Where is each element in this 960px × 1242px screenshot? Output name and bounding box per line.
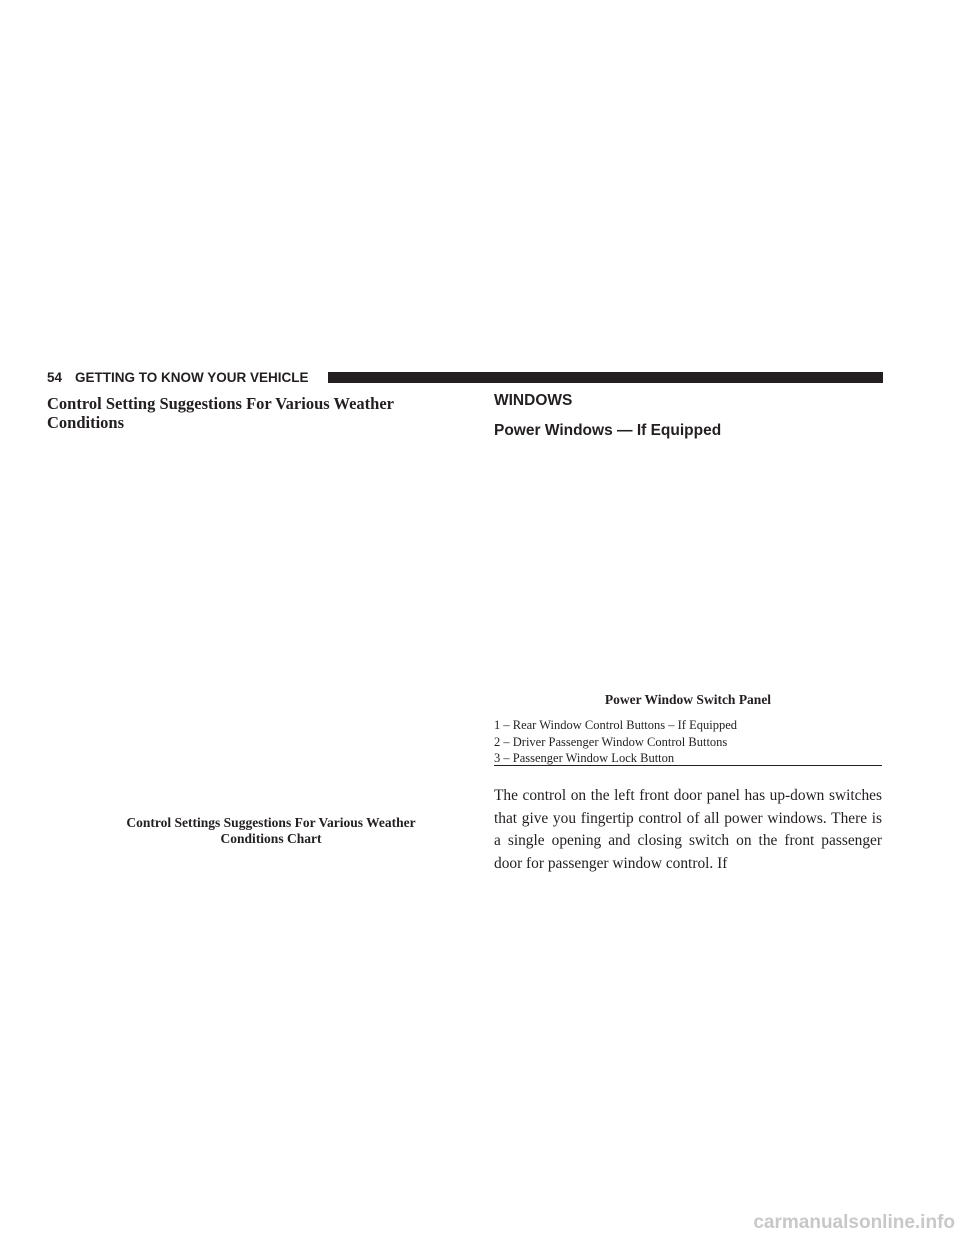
running-header-title: GETTING TO KNOW YOUR VEHICLE xyxy=(75,370,309,385)
legend-item: 1 – Rear Window Control Buttons – If Equipped xyxy=(494,718,737,732)
power-windows-body-text: The control on the left front door panel has up-down switches that give you fingertip control of all power windows. There is a single opening and closing switch on the front passenger door for passenger window control. If xyxy=(494,787,882,872)
power-windows-subsection-title: Power Windows — If Equipped xyxy=(494,422,722,439)
power-window-switch-panel-caption: Power Window Switch Panel xyxy=(604,692,772,707)
weather-settings-chart-caption: Control Settings Suggestions For Various Weather Conditions Chart xyxy=(126,815,416,846)
weather-settings-chart-figure xyxy=(47,440,447,805)
legend-item: 2 – Driver Passenger Window Control Buttons xyxy=(494,734,728,749)
legend-item: 3 – Passenger Window Lock Button xyxy=(494,751,675,765)
figure-legend xyxy=(494,717,882,767)
weather-settings-heading: Control Setting Suggestions For Various Weather Conditions xyxy=(47,394,394,432)
site-watermark: carmanualsonline.info xyxy=(753,1212,955,1233)
legend-rule xyxy=(494,765,882,766)
header-rule xyxy=(328,372,883,383)
windows-section-title: WINDOWS xyxy=(494,392,573,409)
page-number: 54 xyxy=(47,370,63,385)
power-window-switch-panel-figure xyxy=(494,452,882,682)
